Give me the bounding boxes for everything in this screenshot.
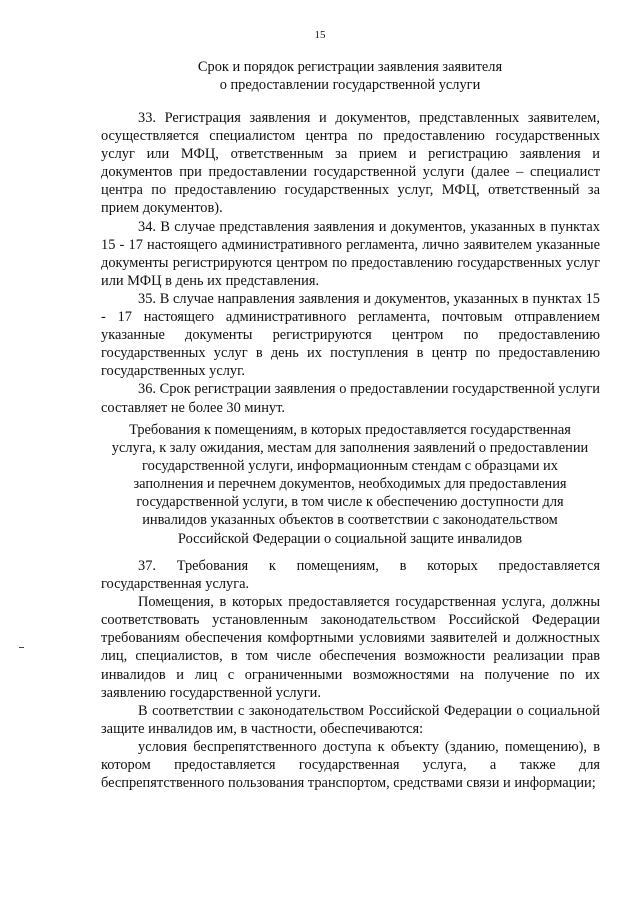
section-heading-line: инвалидов указанных объектов в соответствии с законодательством xyxy=(142,512,558,529)
paragraph-access-conditions: условия беспрепятственного доступа к объекту (зданию, помещению), в котором предоставляется государственная услуга, а также для беспрепятственного пользования транспортом, средствами связи и информации; xyxy=(101,738,600,792)
section-heading-line: Срок и порядок регистрации заявления заявителя xyxy=(197,59,503,75)
paragraph-disabled-rights: В соответствии с законодательством Российской Федерации о социальной защите инвалидов им, в частности, обеспечиваются: xyxy=(101,702,600,737)
paragraph-33: 33. Регистрация заявления и документов, представленных заявителем, осуществляется специалистом центра по предоставлению государственных услуг или МФЦ, ответственным за прием и регистрацию заявления и документов при предоставлении государственной услуги (далее – специалист центра по предоставлению государственных услуг, МФЦ, ответственный за прием документов). xyxy=(101,110,600,217)
section-heading-premises xyxy=(100,421,600,548)
paragraph-37: 37. Требования к помещениям, в которых предоставляется государственная услуга. xyxy=(101,558,600,593)
paragraph-premises-requirements: Помещения, в которых предоставляется государственная услуга, должны соответствовать установленным законодательством Российской Федерации требованиям обеспечения комфортными условиями заявителей и должностных лиц, специалистов, в том числе обеспечения возможности реализации прав инвалидов и лиц с ограниченными возможностями на получение по их заявлению государственной услуги. xyxy=(101,594,600,701)
registration-section-body xyxy=(101,109,600,417)
section-heading-line: заполнения и перечнем документов, необходимых для предоставления xyxy=(133,476,567,493)
section-heading-line: государственной услуги, в том числе к обеспечению доступности для xyxy=(136,494,564,511)
section-heading-line: государственной услуги, информационным стендам с образцами их xyxy=(142,458,558,475)
margin-dash-mark xyxy=(19,647,24,648)
paragraph-35: 35. В случае направления заявления и документов, указанных в пунктах 15 - 17 настоящего административного регламента, почтовым отправлением указанные документы регистрируются центром по предоставлению государственных услуг в день их поступления в центр по предоставлению государственных услуг. xyxy=(101,290,600,380)
section-heading-registration xyxy=(100,59,600,95)
section-heading-line: Российской Федерации о социальной защите инвалидов xyxy=(177,530,523,547)
premises-section-body xyxy=(101,557,600,792)
section-heading-line: Требования к помещениям, в которых предоставляется государственная xyxy=(129,422,571,438)
paragraph-36: 36. Срок регистрации заявления о предоставлении государственной услуги составляет не более 30 минут. xyxy=(101,381,600,416)
page-number: 15 xyxy=(314,29,326,41)
section-heading-line: о предоставлении государственной услуги xyxy=(219,76,481,93)
section-heading-line: услуга, к залу ожидания, местам для заполнения заявлений о предоставлении xyxy=(111,440,589,457)
paragraph-34: 34. В случае представления заявления и документов, указанных в пунктах 15 - 17 настоящего административного регламента, лично заявителем указанные документы регистрируются центром по предоставлению государственных услуг или МФЦ в день их представления. xyxy=(101,218,600,289)
